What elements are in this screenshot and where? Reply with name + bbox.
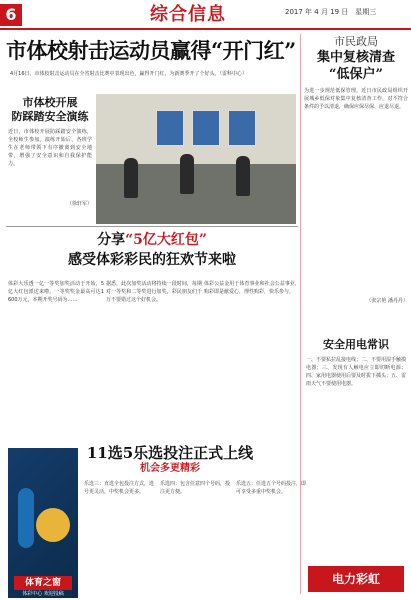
page-header bbox=[0, 0, 411, 28]
lottery-11x5-col-1: 乐选三：直选全包投注方式，选号更灵活，中奖机会更多。 bbox=[84, 481, 154, 495]
athlete-icon bbox=[18, 488, 34, 548]
header-rule bbox=[0, 28, 411, 30]
school-drill-headline: 市体校开展 防踩踏安全演练 bbox=[11, 96, 89, 123]
lottery-headline-red: “5亿大红包” bbox=[125, 232, 207, 248]
civil-affairs-body: 为进一步规范低保管理，近日市民政局组织开展城乡低保对象集中复核清查工作，对不符合条件的予以清退，确保应保尽保、应退尽退。 bbox=[304, 88, 408, 110]
school-drill-body: 近日，市体校开展防踩踏安全演练，全校师生参加。演练开始后，各班学生在老师带领下有序撤离到安全地带，增强了安全意识和自我保护能力。 bbox=[8, 129, 92, 167]
electric-safety-body: 一、不要私拉乱接电线；二、不要用湿手触摸电器；三、发现有人触电应立即切断电源；四、家用电器使用后要及时拔下插头；五、雷雨天气不要使用电器。 bbox=[306, 357, 406, 387]
civil-affairs-byline: （张宗艳 潘丹丹） bbox=[366, 298, 408, 304]
column-rule bbox=[300, 34, 301, 594]
drill-photo bbox=[96, 94, 296, 224]
photo-poster bbox=[156, 110, 184, 146]
school-drill-article bbox=[8, 96, 92, 220]
section-title: 综合信息 bbox=[150, 4, 226, 25]
civil-affairs-article bbox=[304, 34, 408, 304]
lottery-11x5-col-3: 乐选五：任选五个号码投注，即可享受多重中奖机会。 bbox=[236, 481, 306, 495]
main-lead: 4月16日，市体校射击运动员在全省射击比赛中表现出色，赢得开门红，为新赛季开了个好头。（雷科中心） bbox=[10, 71, 248, 77]
ad-subtitle: 体彩中心 欢迎投稿 bbox=[22, 591, 64, 597]
photo-poster bbox=[228, 110, 256, 146]
power-rainbow-banner: 电力彩虹 bbox=[308, 566, 404, 592]
photo-poster bbox=[192, 110, 220, 146]
lottery-headline-line2: 感受体彩彩民的狂欢节来啦 bbox=[68, 252, 236, 268]
ball-icon bbox=[36, 508, 70, 542]
lottery-11x5-headline: 11选5乐选投注正式上线 bbox=[86, 444, 254, 462]
issue-date: 2017 年 4 月 19 日 星期三 bbox=[285, 8, 377, 16]
page-number: 6 bbox=[0, 4, 22, 26]
lottery-col-3: 体彩公益金用于体育事业和社会公益事业，购彩即是献爱心，理性购彩，快乐参与。 bbox=[204, 281, 300, 295]
lottery-11x5-col-2: 乐选四：包含任意四个号码，投注更方便。 bbox=[160, 481, 230, 495]
photo-runner bbox=[236, 156, 250, 196]
lottery-headline bbox=[6, 230, 298, 270]
section-divider bbox=[6, 226, 298, 227]
photo-runner bbox=[180, 154, 194, 194]
lottery-11x5-subline: 机会多更精彩 bbox=[140, 463, 200, 474]
school-drill-byline: （徐轩军） bbox=[66, 201, 92, 207]
lottery-col-2: 据悉，此次加奖活动将持续一段时间，每期对一等奖和二等奖进行加奖，彩民朋友们千万不要错过这个好机会。 bbox=[106, 281, 202, 303]
ad-tag: 体育之窗 bbox=[14, 576, 72, 590]
electric-safety-headline: 安全用电常识 bbox=[323, 338, 389, 351]
lottery-col-1: 体彩大乐透一亿一等奖加奖活动于开始，5亿大红包派送来啦。一等奖奖金最高可达1600万元，本期开奖号码为…… bbox=[8, 281, 104, 303]
lottery-headline-pre: 分享 bbox=[97, 232, 126, 248]
civil-affairs-kicker: 市民政局 bbox=[334, 35, 378, 48]
main-headline: 市体校射击运动员赢得“开门红” bbox=[6, 38, 296, 63]
civil-affairs-headline: 集中复核清查 “低保户” bbox=[316, 50, 395, 82]
photo-runner bbox=[124, 158, 138, 198]
